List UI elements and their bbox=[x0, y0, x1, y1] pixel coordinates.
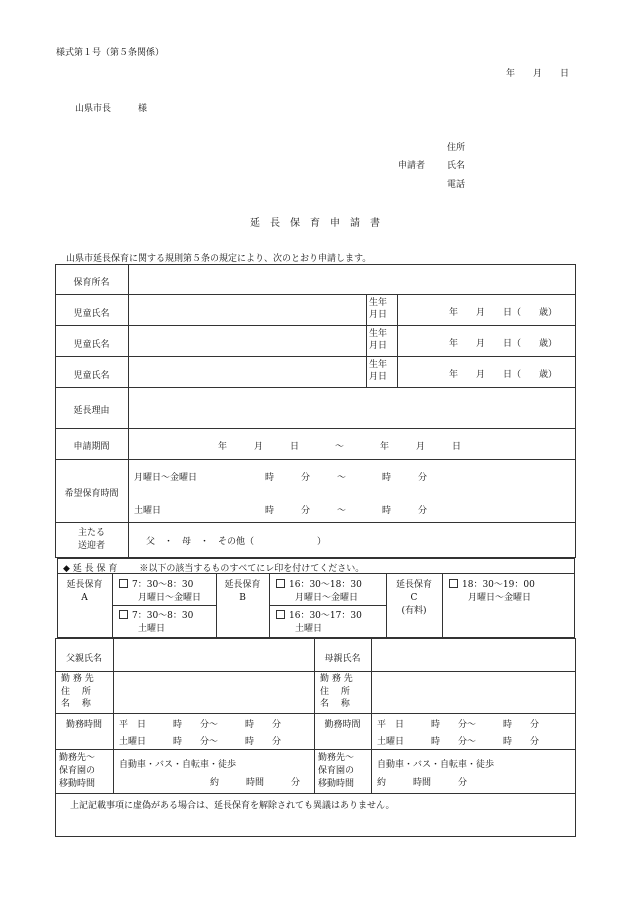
mother-hours-weekday[interactable]: 平 日 時 分～ 時 分 bbox=[377, 720, 540, 730]
hope-time-label: 希望保育時間 bbox=[64, 489, 119, 499]
footer-note: 上記記載事項に虚偽がある場合は、延長保育を解除されても異議はありません。 bbox=[70, 801, 395, 811]
facility-label: 保育所名 bbox=[73, 278, 110, 288]
option-a-label: 延長保育 A bbox=[66, 580, 103, 603]
child-name-field-3[interactable] bbox=[129, 358, 365, 386]
reason-field[interactable] bbox=[129, 389, 575, 427]
document-title: 延 長 保 育 申 請 書 bbox=[250, 218, 380, 229]
reason-label: 延長理由 bbox=[73, 406, 110, 416]
addressee: 山県市長 様 bbox=[75, 104, 148, 114]
mother-commute-modes[interactable]: 自動車・バス・自転車・徒歩 bbox=[377, 760, 495, 770]
father-hours-label: 勤務時間 bbox=[65, 720, 102, 730]
address-label: 住所 bbox=[447, 143, 466, 153]
father-commute-time[interactable]: 約 時間 分 bbox=[210, 778, 301, 788]
child-name-field-1[interactable] bbox=[129, 296, 365, 324]
checkbox-icon[interactable] bbox=[119, 579, 128, 588]
checkbox-icon[interactable] bbox=[449, 579, 458, 588]
father-hours-weekday[interactable]: 平 日 時 分～ 時 分 bbox=[119, 720, 282, 730]
mother-hours-label: 勤務時間 bbox=[324, 720, 361, 730]
escort-label: 主たる 送迎者 bbox=[77, 528, 105, 551]
mother-hours-saturday[interactable]: 土曜日 時 分～ 時 分 bbox=[377, 737, 540, 747]
option-b-weekday[interactable]: 16：30～18：30 月曜日～金曜日 bbox=[276, 579, 362, 605]
applicant-label: 申請者 bbox=[398, 161, 426, 171]
weekday-time-field[interactable]: 時 分 ～ 時 分 bbox=[265, 473, 428, 483]
child-name-field-2[interactable] bbox=[129, 327, 365, 355]
father-name-label: 父親氏名 bbox=[65, 654, 102, 664]
option-c-label: 延長保育 C (有料) bbox=[395, 580, 432, 616]
father-work-field[interactable] bbox=[114, 673, 313, 711]
child-name-label-2: 児童氏名 bbox=[73, 340, 110, 350]
weekday-label: 月曜日～金曜日 bbox=[134, 473, 198, 483]
mother-commute-time[interactable]: 約 時間 分 bbox=[377, 778, 468, 788]
birth-field-1[interactable]: 年 月 日（ 歳） bbox=[449, 308, 558, 318]
option-a-saturday[interactable]: 7：30～8：30 土曜日 bbox=[119, 610, 193, 636]
birth-label-3: 生年 月日 bbox=[369, 360, 388, 382]
period-label: 申請期間 bbox=[73, 442, 110, 452]
form-number: 様式第１号（第５条関係） bbox=[56, 48, 165, 58]
child-name-label-1: 児童氏名 bbox=[73, 309, 110, 319]
phone-label: 電話 bbox=[447, 180, 466, 190]
checkbox-icon[interactable] bbox=[276, 610, 285, 619]
option-b-label: 延長保育 B bbox=[224, 580, 261, 603]
name-label: 氏名 bbox=[447, 161, 466, 171]
option-c-weekday[interactable]: 18：30～19：00 月曜日～金曜日 bbox=[449, 579, 535, 605]
mother-name-label: 母親氏名 bbox=[324, 654, 361, 664]
mother-name-field[interactable] bbox=[372, 640, 575, 670]
father-name-field[interactable] bbox=[114, 640, 313, 670]
option-b-saturday[interactable]: 16：30～17：30 土曜日 bbox=[276, 610, 362, 636]
father-hours-saturday[interactable]: 土曜日 時 分～ 時 分 bbox=[119, 737, 282, 747]
date-field: 年 月 日 bbox=[506, 69, 570, 79]
mother-commute-label: 勤務先～ 保育園の 移動時間 bbox=[318, 753, 355, 789]
father-commute-modes[interactable]: 自動車・バス・自転車・徒歩 bbox=[119, 760, 237, 770]
intro-text: 山県市延長保育に関する規則第５条の規定により、次のとおり申請します。 bbox=[66, 254, 372, 264]
period-field[interactable]: 年 月 日 ～ 年 月 日 bbox=[218, 442, 462, 452]
birth-field-2[interactable]: 年 月 日（ 歳） bbox=[449, 339, 558, 349]
mother-work-label: 勤 務 先 住 所 名 称 bbox=[320, 674, 353, 709]
option-a-weekday[interactable]: 7：30～8：30 月曜日～金曜日 bbox=[119, 579, 201, 605]
checkbox-icon[interactable] bbox=[119, 610, 128, 619]
birth-label-1: 生年 月日 bbox=[369, 298, 388, 320]
saturday-label: 土曜日 bbox=[134, 506, 162, 516]
father-work-label: 勤 務 先 住 所 名 称 bbox=[61, 674, 94, 709]
father-commute-label: 勤務先～ 保育園の 移動時間 bbox=[59, 753, 96, 789]
saturday-time-field[interactable]: 時 分 ～ 時 分 bbox=[265, 506, 428, 516]
mother-work-field[interactable] bbox=[372, 673, 575, 711]
checkbox-icon[interactable] bbox=[276, 579, 285, 588]
birth-field-3[interactable]: 年 月 日（ 歳） bbox=[449, 370, 558, 380]
options-header: ◆ 延 長 保 育 ※以下の該当するものすべてにレ印を付けてください。 bbox=[63, 564, 365, 574]
facility-field[interactable] bbox=[129, 266, 575, 293]
escort-field[interactable]: 父 ・ 母 ・ その他（ ） bbox=[146, 537, 327, 547]
child-name-label-3: 児童氏名 bbox=[73, 371, 110, 381]
birth-label-2: 生年 月日 bbox=[369, 329, 388, 351]
